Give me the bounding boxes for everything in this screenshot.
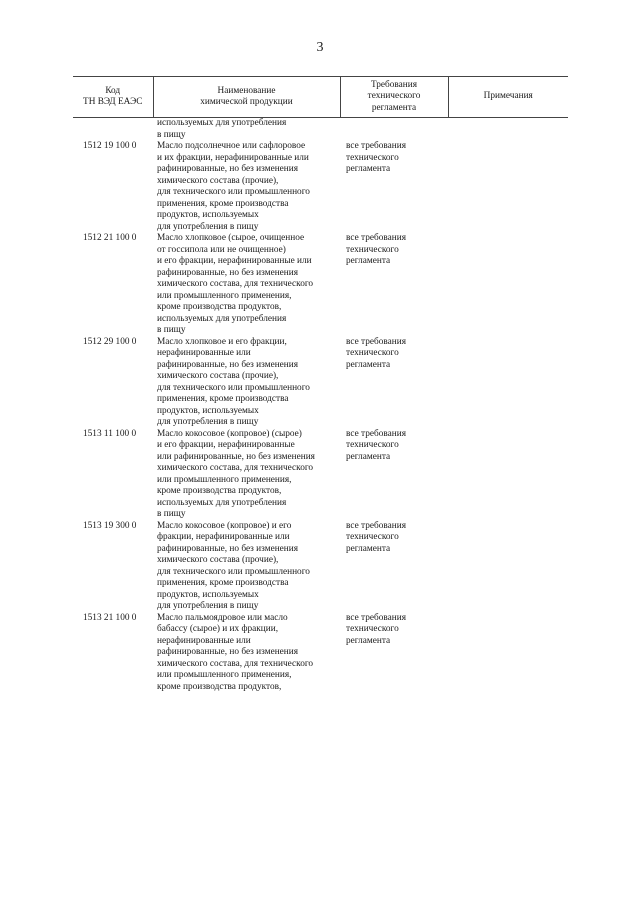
cell-notes [448, 521, 568, 613]
cell-code: 1513 21 100 0 [83, 612, 137, 623]
table-row [73, 141, 568, 233]
cell-notes [448, 141, 568, 233]
cell-notes [448, 613, 568, 694]
header-notes: Примечания [448, 77, 568, 118]
cell-code: 1512 21 100 0 [83, 233, 137, 243]
cell-code: 1513 19 300 0 [83, 520, 137, 531]
cell-name-continuation: используемых для употребления в пищу [157, 118, 287, 140]
cell-code: 1513 11 100 0 [83, 428, 137, 439]
header-code: Код ТН ВЭД ЕАЭС [73, 77, 153, 118]
cell-code [73, 118, 153, 142]
products-table [73, 76, 568, 693]
cell-name: Масло пальмоядровое или масло бабассу (сырое) и их фракции, нерафинированные или рафинированные, но без изменения химического состава, для технического или промышленного применения, кроме производства продуктов, [157, 612, 314, 692]
header-requirements: Требования технического регламента [340, 77, 448, 118]
page-number: 3 [316, 40, 324, 55]
table-row [73, 233, 568, 337]
cell-notes [448, 233, 568, 337]
cell-name: Масло кокосовое (копровое) (сырое) и его фракции, нерафинированные или рафинированные, но без изменения химического состава, для технического или промышленного применения, кроме производства продуктов, используемых для употребления в пищу [157, 428, 315, 519]
header-name: Наименование химической продукции [153, 77, 340, 118]
cell-requirements [340, 118, 448, 142]
cell-name: Масло подсолнечное или сафлоровое и их фракции, нерафинированные или рафинированные, но без изменения химического состава (прочие), для технического или промышленного применения, кроме производства продуктов, используемых для употребления в пищу [157, 141, 310, 232]
table-row [73, 429, 568, 521]
table-row-continuation [73, 118, 568, 142]
cell-notes [448, 429, 568, 521]
cell-requirements: все требования технического регламента [346, 520, 406, 554]
cell-requirements: все требования технического регламента [346, 233, 406, 266]
cell-name: Масло хлопковое (сырое, очищенное от госсипола или не очищенное) и его фракции, нерафинированные или рафинированные, но без изменения химического состава, для технического или промышленного применения, кроме производства продуктов, используемых для употребления в пищу [157, 233, 314, 335]
cell-name: Масло хлопковое и его фракции, нерафинированные или рафинированные, но без изменения химического состава (прочие), для технического или промышленного применения, кроме производства продуктов, используемых для употребления в пищу [157, 336, 310, 427]
cell-code: 1512 29 100 0 [83, 336, 137, 347]
cell-notes [448, 118, 568, 142]
cell-requirements: все требования технического регламента [346, 141, 406, 174]
cell-requirements: все требования технического регламента [346, 612, 406, 646]
cell-name: Масло кокосовое (копровое) и его фракции, нерафинированные или рафинированные, но без изменения химического состава (прочие), для технического или промышленного применения, кроме производства продуктов, используемых для употребления в пищу [157, 520, 310, 611]
table-row [73, 337, 568, 429]
cell-requirements: все требования технического регламента [346, 336, 406, 370]
table-header-row [73, 77, 568, 118]
cell-notes [448, 337, 568, 429]
table-row [73, 613, 568, 694]
cell-requirements: все требования технического регламента [346, 428, 406, 462]
table-row [73, 521, 568, 613]
cell-code: 1512 19 100 0 [83, 141, 137, 151]
